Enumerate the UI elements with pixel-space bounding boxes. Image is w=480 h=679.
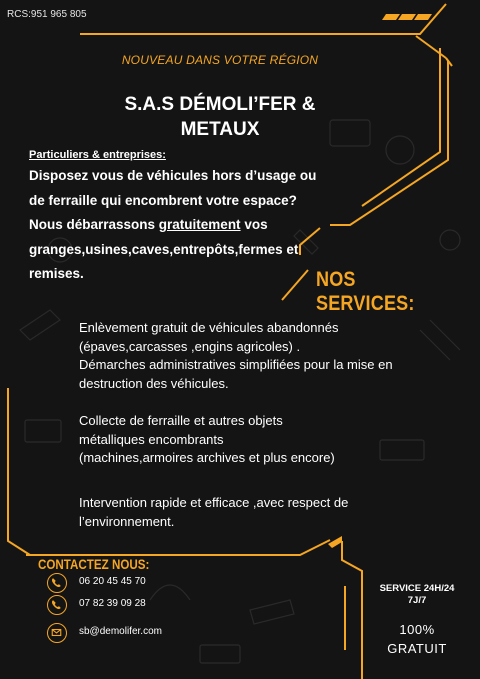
company-name-line1: S.A.S DÉMOLI’FER & <box>124 94 316 115</box>
intro-line3-start: Nous débarrassons <box>29 217 159 232</box>
service-line: Démarches administratives simplifiées pour la mise en <box>79 357 393 372</box>
service-line: Collecte de ferraille et autres objets <box>79 413 283 428</box>
badge-hours-line2: 7J/7 <box>407 595 427 606</box>
service-item <box>79 494 419 531</box>
intro-line4: granges,usines,caves,entrepôts,fermes et <box>29 241 299 257</box>
phone-icon <box>47 595 67 615</box>
service-item <box>79 319 419 393</box>
badge-free-label: GRATUIT <box>387 641 447 656</box>
email-address[interactable]: sb@demolifer.com <box>79 626 162 637</box>
service-line: Intervention rapide et efficace ,avec respect de <box>79 495 349 510</box>
intro-line1: Disposez vous de véhicules hors d’usage ou <box>29 168 317 183</box>
audience-heading: Particuliers & entreprises: <box>29 149 166 161</box>
company-name-line2: METAUX <box>180 119 260 140</box>
intro-paragraph <box>29 164 329 287</box>
intro-line3 <box>29 213 329 238</box>
badge-free <box>365 620 469 658</box>
service-line: métalliques encombrants <box>79 431 224 447</box>
phone-number[interactable]: 07 82 39 09 28 <box>79 598 146 609</box>
rcs-number: RCS:951 965 805 <box>7 9 87 20</box>
contact-title: CONTACTEZ NOUS: <box>38 557 150 572</box>
service-line: destruction des véhicules. <box>79 375 229 391</box>
service-item <box>79 412 419 468</box>
intro-free-emphasis: gratuitement <box>158 217 241 232</box>
service-badge <box>365 568 469 676</box>
badge-hours <box>365 583 469 607</box>
service-line: Enlèvement gratuit de véhicules abandonnés <box>79 320 339 335</box>
phone-icon <box>47 573 67 593</box>
service-line: l’environnement. <box>79 513 175 529</box>
email-icon <box>47 623 67 643</box>
intro-line2: de ferraille qui encombrent votre espace? <box>29 192 297 208</box>
phone-number[interactable]: 06 20 45 45 70 <box>79 576 146 587</box>
badge-hours-line1: SERVICE 24H/24 <box>379 583 455 594</box>
intro-line5: remises. <box>29 266 84 281</box>
intro-line3-end: vos <box>240 217 268 232</box>
badge-percent: 100% <box>399 622 435 637</box>
company-name <box>60 92 380 142</box>
service-line: (machines,armoires archives et plus encore) <box>79 450 335 465</box>
tagline: NOUVEAU DANS VOTRE RÉGION <box>121 53 319 67</box>
service-line: (épaves,carcasses ,engins agricoles) . <box>79 338 301 354</box>
services-title: NOS SERVICES: <box>316 268 415 315</box>
